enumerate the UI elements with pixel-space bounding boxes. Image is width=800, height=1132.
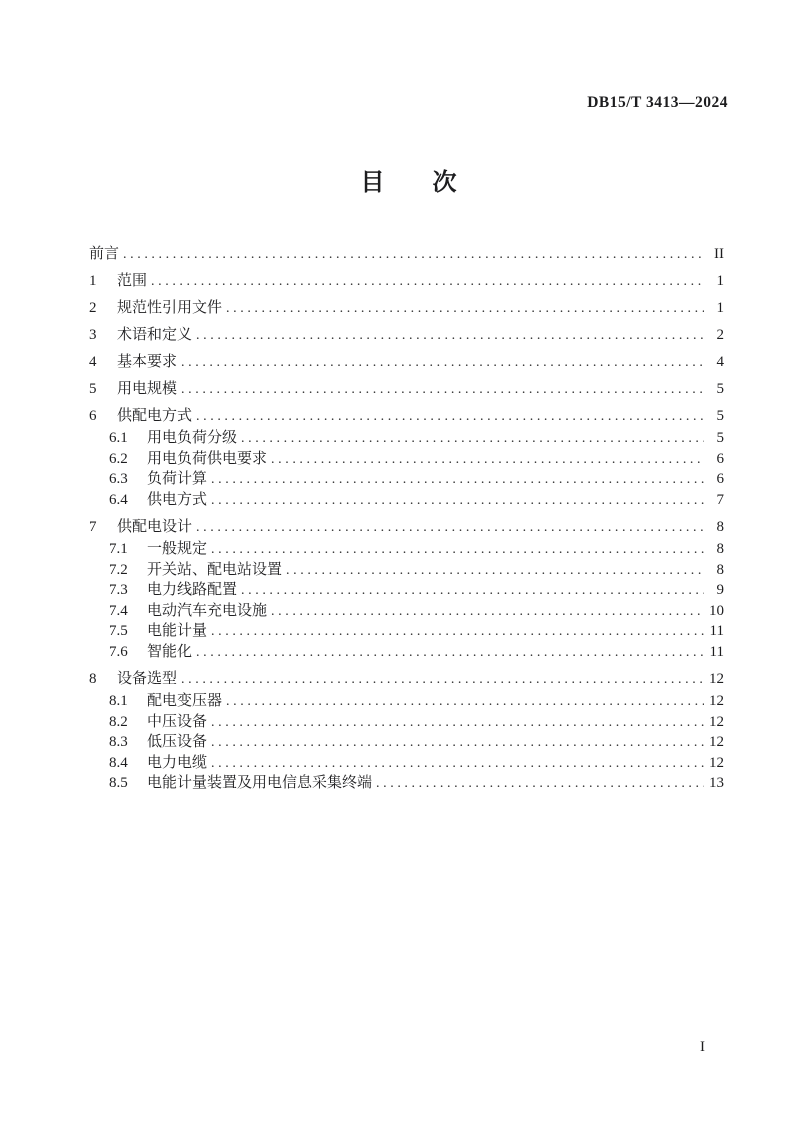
toc-entry-page: 6 — [716, 471, 724, 487]
toc-entry-label: 术语和定义 — [117, 326, 193, 343]
toc-entry-number: 7.1 — [109, 541, 128, 557]
toc-entry-page: 11 — [709, 643, 724, 660]
toc-entry — [89, 621, 724, 642]
toc-dot-leader — [177, 670, 704, 691]
toc-entry-number: 8.3 — [109, 734, 128, 750]
toc-dot-leader — [207, 733, 704, 754]
toc-entry — [89, 244, 724, 265]
toc-entry-number: 7 — [89, 518, 97, 535]
toc-entry-label: 智能化 — [147, 643, 193, 660]
toc-entry — [89, 712, 724, 733]
toc-entry-page: 12 — [709, 693, 724, 709]
toc-entry-number: 8.2 — [109, 713, 128, 730]
toc-entry — [89, 732, 724, 753]
toc-entry-number: 6.2 — [109, 450, 128, 467]
toc-entry-label: 配电变压器 — [147, 693, 223, 709]
toc-entry-page: 12 — [709, 754, 724, 771]
toc-entry — [89, 271, 724, 292]
toc-entry-number: 7.4 — [109, 602, 128, 619]
toc-entry-page: 11 — [709, 623, 724, 639]
toc-entry — [89, 580, 724, 601]
toc-entry — [89, 449, 724, 470]
toc-entry-number: 3 — [89, 326, 97, 343]
toc-entry — [89, 539, 724, 560]
toc-entry — [89, 753, 724, 774]
toc-entry — [89, 691, 724, 712]
toc-entry-label: 电能计量装置及用电信息采集终端 — [147, 775, 373, 791]
toc-dot-leader — [207, 622, 704, 643]
toc-entry-page: 1 — [716, 299, 724, 316]
toc-entry-number: 8.1 — [109, 693, 128, 709]
toc-entry-label: 供配电设计 — [117, 518, 193, 535]
toc-entry-page: 4 — [716, 353, 724, 370]
toc-entry-page: 8 — [716, 561, 724, 578]
toc-entry-number: 5 — [89, 380, 97, 397]
toc-dot-leader — [177, 380, 704, 401]
toc-dot-leader — [282, 561, 704, 582]
toc-entry-label: 电力线路配置 — [147, 582, 238, 598]
toc-dot-leader — [192, 326, 704, 347]
toc-dot-leader — [207, 754, 704, 775]
toc-entry — [89, 642, 724, 663]
toc-entry — [89, 325, 724, 346]
toc-entry-label: 供电方式 — [147, 491, 208, 508]
toc-entry-number: 6.1 — [109, 430, 128, 446]
toc-entry — [89, 352, 724, 373]
toc-entry-page: 7 — [716, 491, 724, 508]
toc-entry — [89, 298, 724, 319]
toc-entry-number: 2 — [89, 299, 97, 316]
toc-entry-number: 6.4 — [109, 491, 128, 508]
toc-dot-leader — [207, 540, 704, 561]
document-footer — [700, 1038, 705, 1056]
toc-dot-leader — [267, 450, 704, 471]
standard-code: DB15/T 3413—2024 — [587, 94, 728, 111]
toc-dot-leader — [177, 353, 704, 374]
toc-dot-leader — [207, 713, 704, 734]
toc-dot-leader — [147, 272, 704, 293]
toc-entry-label: 设备选型 — [117, 670, 178, 687]
footer-page-number: I — [700, 1039, 705, 1055]
toc-dot-leader — [237, 581, 704, 602]
toc-entry-number: 1 — [89, 272, 97, 289]
toc-entry-page: 6 — [716, 450, 724, 467]
toc-entry — [89, 773, 724, 794]
toc-dot-leader — [267, 602, 704, 623]
toc-entry-page: 5 — [716, 430, 724, 446]
toc-entry-page: 12 — [709, 734, 724, 750]
toc-entry-page: 10 — [709, 602, 724, 619]
toc-entry — [89, 560, 724, 581]
page-title: 目 次 — [360, 170, 457, 196]
toc-entry-label: 规范性引用文件 — [117, 299, 223, 316]
toc-entry-page: 1 — [716, 272, 724, 289]
toc-entry-label: 供配电方式 — [117, 407, 193, 424]
toc-entry-number: 7.3 — [109, 582, 128, 598]
toc-entry-label: 用电负荷分级 — [147, 430, 238, 446]
toc-dot-leader — [207, 470, 704, 491]
toc-entry-label: 中压设备 — [147, 713, 208, 730]
toc-entry-label: 基本要求 — [117, 353, 178, 370]
toc-entry — [89, 428, 724, 449]
toc-dot-leader — [222, 692, 704, 713]
toc-entry — [89, 379, 724, 400]
toc-entry — [89, 490, 724, 511]
toc-dot-leader — [192, 643, 704, 664]
toc-entry-page: 12 — [709, 670, 724, 687]
toc-entry-page: 5 — [716, 407, 724, 424]
toc-entry-label: 低压设备 — [147, 734, 208, 750]
toc-dot-leader — [237, 429, 704, 450]
toc-dot-leader — [222, 299, 704, 320]
toc-entry-page: 12 — [709, 713, 724, 730]
toc-entry-number: 8.5 — [109, 775, 128, 791]
toc-entry-page: 2 — [716, 326, 724, 343]
toc-entry-label: 电能计量 — [147, 623, 208, 639]
toc-entry-page: 8 — [716, 518, 724, 535]
toc-entry — [89, 469, 724, 490]
toc-entry-label: 一般规定 — [147, 541, 208, 557]
toc-entry-number: 7.5 — [109, 623, 128, 639]
toc-entry-number: 6.3 — [109, 471, 128, 487]
toc-entry-number: 4 — [89, 353, 97, 370]
toc-entry — [89, 517, 724, 538]
toc-entry-label: 前言 — [89, 245, 120, 262]
table-of-contents — [89, 237, 724, 794]
toc-entry — [89, 406, 724, 427]
toc-dot-leader — [207, 491, 704, 512]
toc-entry-number: 8.4 — [109, 754, 128, 771]
document-header — [89, 95, 728, 111]
toc-entry-number: 7.6 — [109, 643, 128, 660]
toc-dot-leader — [192, 518, 704, 539]
toc-entry — [89, 669, 724, 690]
toc-entry — [89, 601, 724, 622]
toc-dot-leader — [372, 774, 704, 795]
toc-entry-page: 9 — [716, 582, 724, 598]
toc-entry-label: 开关站、配电站设置 — [147, 561, 283, 578]
toc-entry-label: 用电规模 — [117, 380, 178, 397]
toc-entry-number: 7.2 — [109, 561, 128, 578]
toc-entry-page: II — [714, 245, 724, 262]
toc-entry-label: 范围 — [117, 272, 148, 289]
toc-dot-leader — [192, 407, 704, 428]
toc-entry-number: 6 — [89, 407, 97, 424]
toc-dot-leader — [119, 245, 704, 266]
toc-entry-page: 8 — [716, 541, 724, 557]
toc-entry-label: 用电负荷供电要求 — [147, 450, 268, 467]
toc-entry-page: 13 — [709, 775, 724, 791]
toc-entry-page: 5 — [716, 380, 724, 397]
toc-entry-label: 电力电缆 — [147, 754, 208, 771]
toc-entry-number: 8 — [89, 670, 97, 687]
toc-entry-label: 负荷计算 — [147, 471, 208, 487]
toc-entry-label: 电动汽车充电设施 — [147, 602, 268, 619]
